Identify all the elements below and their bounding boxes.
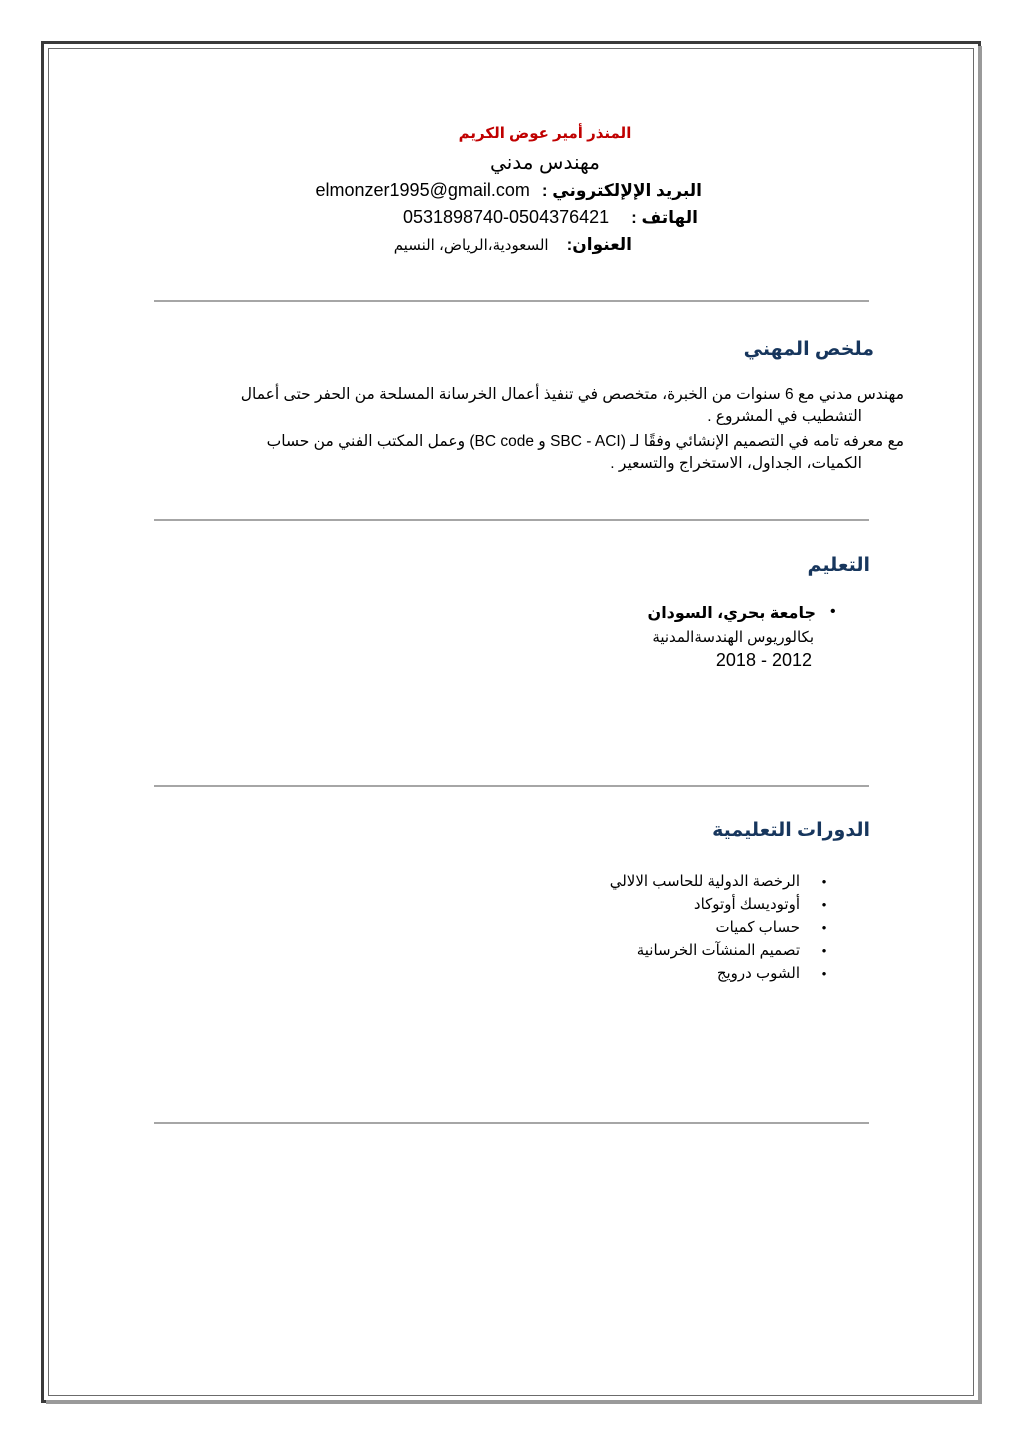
course-item-label: حساب كميات	[715, 919, 800, 936]
phone-value: 0531898740-0504376421	[402, 207, 610, 227]
divider	[154, 785, 869, 787]
education-years: 2018 - 2012	[715, 650, 812, 670]
page-shadow-right	[978, 46, 982, 1402]
summary-line: الكميات، الجداول، الاستخراج والتسعير .	[610, 455, 862, 472]
address-row	[394, 235, 632, 255]
education-degree: بكالوريوس الهندسةالمدنية	[652, 629, 814, 646]
bullet: •	[821, 896, 827, 912]
course-item	[637, 941, 834, 959]
summary-line: مع معرفه تامه في التصميم الإنشائي وفقًا لـ (SBC - ACI و BC code) وعمل المكتب الفني من حساب	[266, 433, 904, 450]
education-heading: التعليم	[807, 555, 870, 576]
course-item	[694, 895, 834, 913]
course-item-label: أوتوديسك أوتوكاد	[693, 896, 800, 913]
divider	[154, 519, 869, 521]
course-item	[715, 918, 834, 936]
bullet: •	[830, 603, 836, 620]
course-item-label: الشوب درويج	[716, 965, 800, 982]
courses-heading: الدورات التعليمية	[712, 820, 870, 841]
phone-label: الهاتف :	[631, 208, 698, 227]
email-value[interactable]: elmonzer1995@gmail.com	[315, 180, 530, 200]
phone-row	[403, 207, 698, 228]
summary-line: مهندس مدني مع 6 سنوات من الخبرة، متخصص في تنفيذ أعمال الخرسانة المسلحة من الحفر حتى أعمال	[240, 386, 904, 403]
summary-line: التشطيب في المشروع .	[707, 408, 862, 425]
divider	[154, 1122, 869, 1124]
bullet: •	[821, 873, 827, 889]
email-label: البريد الإلإلكتروني :	[541, 181, 702, 200]
bullet: •	[821, 919, 827, 935]
email-row	[316, 180, 703, 201]
divider	[154, 300, 869, 302]
course-item	[610, 872, 834, 890]
course-item	[717, 964, 834, 982]
bullet: •	[821, 942, 827, 958]
course-item-label: تصميم المنشآت الخرسانية	[636, 942, 800, 959]
candidate-name: المنذر أمير عوض الكريم	[458, 125, 632, 142]
page-shadow-bottom	[46, 1400, 982, 1404]
education-university: جامعة بحري، السودان	[647, 605, 816, 622]
bullet: •	[821, 965, 827, 981]
address-value: السعودية،الرياض، النسيم	[393, 237, 549, 254]
job-title: مهندس مدني	[490, 152, 600, 174]
summary-heading: ملخص المهني	[743, 339, 874, 360]
address-label: العنوان:	[566, 235, 632, 254]
course-item-label: الرخصة الدولية للحاسب الالالي	[609, 873, 800, 890]
